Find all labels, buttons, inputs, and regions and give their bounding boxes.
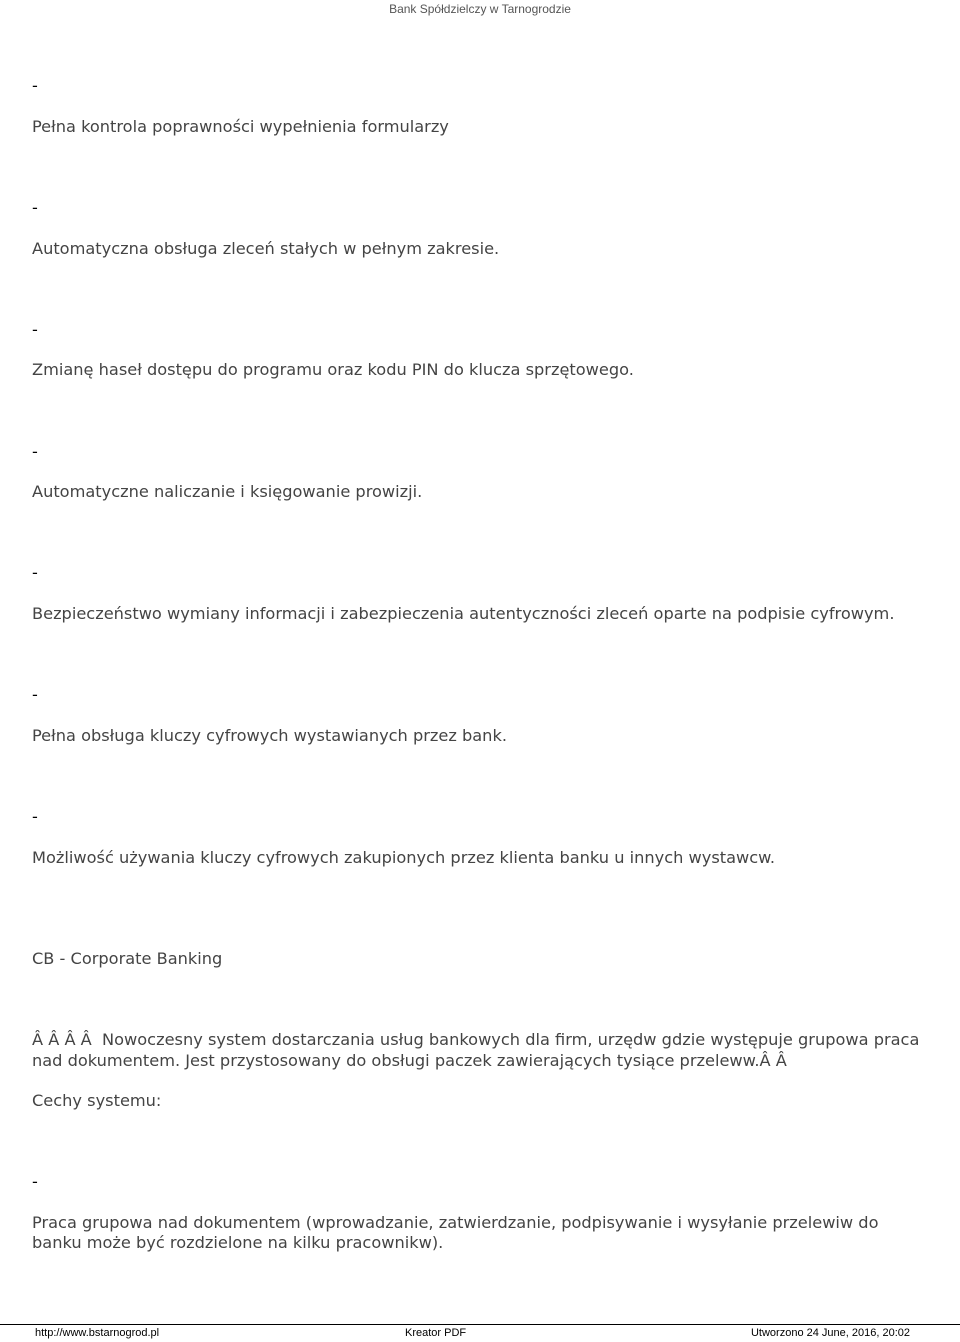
text-line [32,1193,928,1213]
text-line [32,645,928,665]
footer-url: http://www.bstarnogrod.pl [35,1327,160,1339]
text-line: - [32,76,43,96]
text-line [32,929,928,949]
text-line: - [32,563,43,583]
text-line: - [32,198,43,218]
text-line [32,868,928,888]
text-line [32,990,928,1010]
feature-item: Możliwość używania kluczy cyfrowych zakupionych przez klienta banku u innych wystawcw. [32,847,776,867]
page-footer [0,1324,960,1342]
text-line [32,300,928,320]
text-line [32,584,928,604]
page-header: Bank Spółdzielczy w Tarnogrodzie [389,2,571,16]
text-line [32,137,928,157]
text-line [32,665,928,685]
feature-item: Bezpieczeństwo wymiany informacji i zabezpieczenia autentyczności zleceń oparte na podpisie cyfrowym. [32,604,900,624]
text-line: - [32,319,43,339]
feature-item: Pełna obsługa kluczy cyfrowych wystawianych przez bank. [32,725,507,745]
description-paragraph: Â Â Â Â Nowoczesny system dostarczania usług bankowych dla firm, urzędw gdzie występuje grupowa praca nad dokumentem. Jest przystosowany do obsługi paczek zawierających tysiące przeleww.Â Â [32,1030,925,1070]
text-line [32,746,928,766]
document-body [32,56,928,1274]
text-line [32,56,928,76]
text-line [32,503,928,523]
text-line [32,888,928,908]
text-line [32,421,928,441]
feature-item: Praca grupowa nad dokumentem (wprowadzanie, zatwierdzanie, podpisywanie i wysyłanie przelewiw do banku może być rozdzielone na kilku pracownikw). [32,1212,884,1253]
text-line [32,401,928,421]
section-title: CB - Corporate Banking [32,949,223,969]
text-line [32,178,928,198]
text-line [32,218,928,238]
feature-item: Automatyczna obsługa zleceń stałych w pełnym zakresie. [32,238,500,258]
feature-item: Pełna kontrola poprawności wypełnienia formularzy [32,116,449,136]
text-line [32,279,928,299]
text-line [32,1010,928,1030]
text-line: - [32,441,43,461]
text-line: - [32,685,43,705]
text-line [32,969,928,989]
text-line [32,462,928,482]
text-line [32,381,928,401]
text-line [32,1071,928,1091]
text-line [32,340,928,360]
text-line [32,706,928,726]
text-line [32,908,928,928]
text-line [32,624,928,644]
text-line [32,766,928,786]
text-line [32,259,928,279]
text-line [32,523,928,543]
text-line [32,543,928,563]
footer-creator: Kreator PDF [405,1327,467,1339]
feature-item: Automatyczne naliczanie i księgowanie prowizji. [32,482,423,502]
text-line [32,1111,928,1131]
text-line [32,1254,928,1274]
text-line: - [32,806,43,826]
text-line [32,157,928,177]
text-line [32,1132,928,1152]
text-line [32,827,928,847]
text-line [32,787,928,807]
text-line: - [32,1172,43,1192]
text-line [32,1152,928,1172]
text-line [32,97,928,117]
footer-created-date: Utworzono 24 June, 2016, 20:02 [750,1327,910,1339]
features-heading: Cechy systemu: [32,1091,162,1111]
feature-item: Zmianę haseł dostępu do programu oraz kodu PIN do klucza sprzętowego. [32,360,634,380]
